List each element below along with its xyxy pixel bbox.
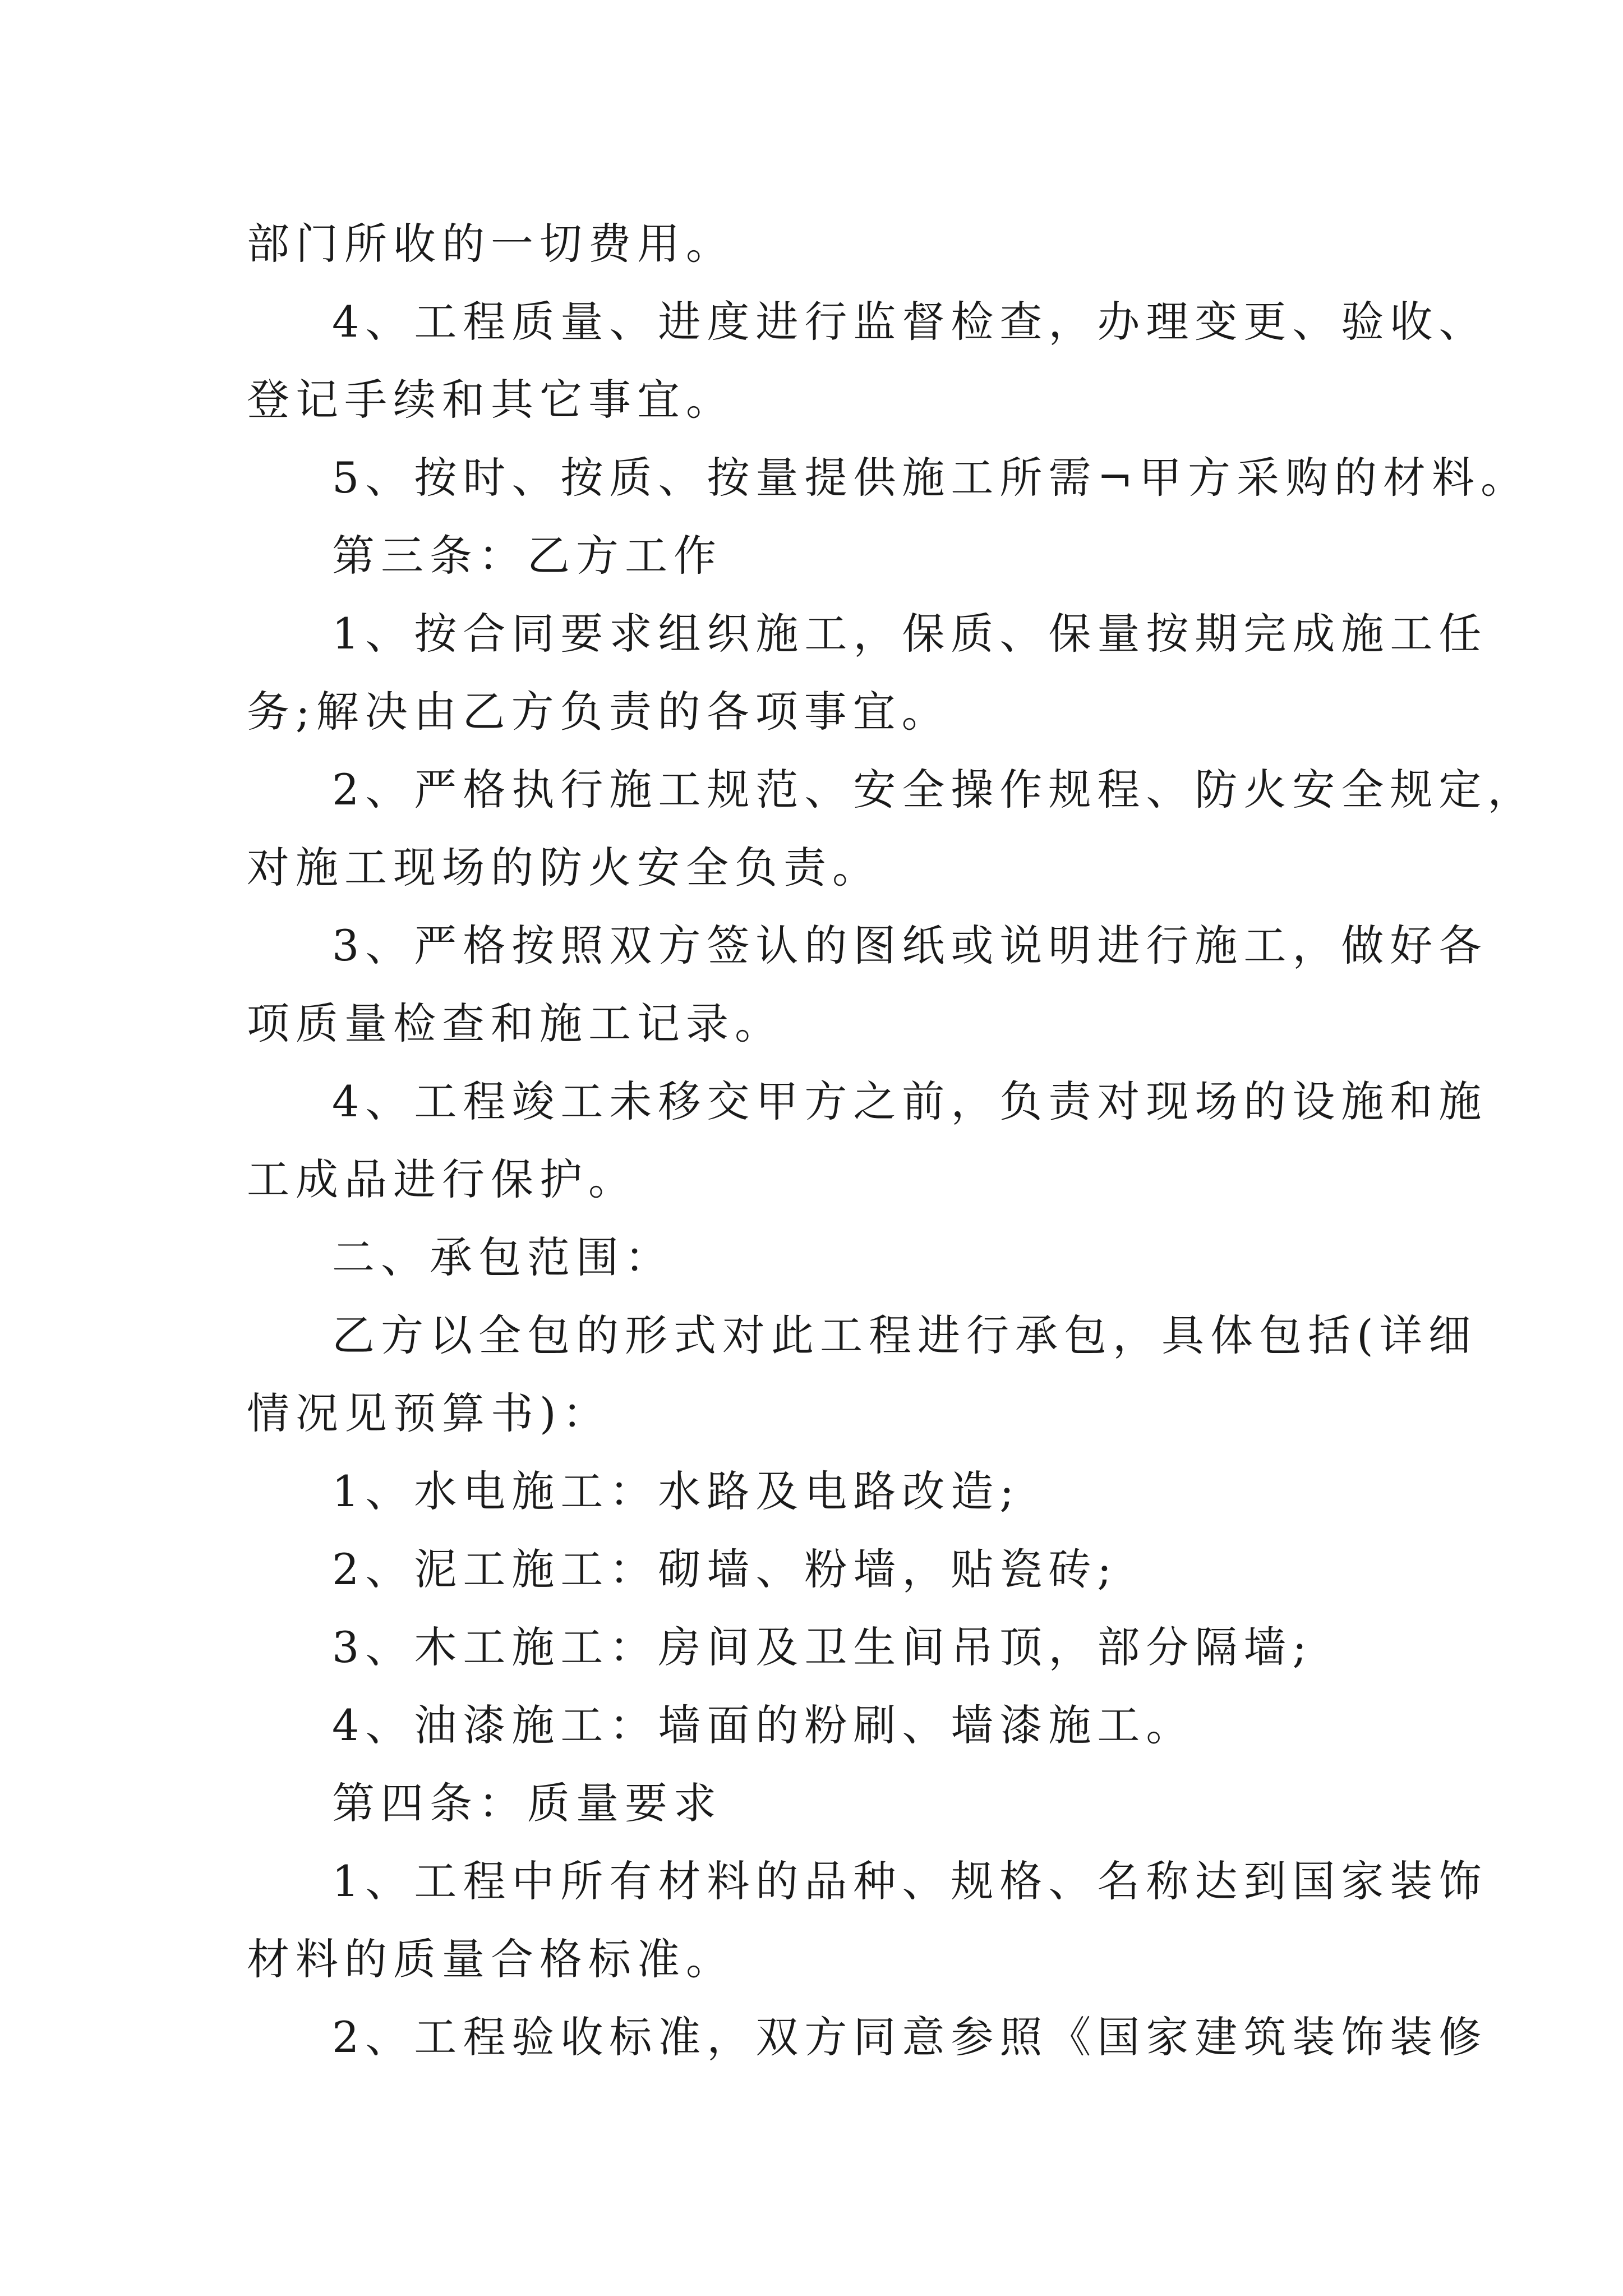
text-line: 3、木工施工：房间及卫生间吊顶，部分隔墙; [332, 1622, 1313, 1672]
text-line: 项质量检查和施工记录。 [247, 999, 783, 1048]
text-line: 情况见预算书)： [247, 1388, 611, 1438]
text-line: 乙方以全包的形式对此工程进行承包，具体包括(详细 [332, 1310, 1477, 1360]
document-body [247, 205, 1537, 2076]
text-line: 2、工程验收标准，双方同意参照《国家建筑装饰装修 [332, 2012, 1488, 2062]
text-line: 材料的质量合格标准。 [247, 1934, 735, 1984]
text-line: 务;解决由乙方负责的各项事宜。 [247, 687, 951, 737]
text-line: 工成品进行保护。 [247, 1154, 637, 1204]
text-line: 4、工程质量、进度进行监督检查，办理变更、验收、 [332, 297, 1488, 347]
section-heading: 二、承包范围： [332, 1232, 674, 1282]
section-heading: 第四条：质量要求 [332, 1778, 722, 1828]
text-line: 部门所收的一切费用。 [247, 219, 735, 269]
text-line: 2、泥工施工：砌墙、粉墙，贴瓷砖; [332, 1544, 1118, 1594]
text-line: 3、严格按照双方签认的图纸或说明进行施工，做好各 [332, 921, 1488, 970]
text-line: 1、水电施工：水路及电路改造; [332, 1466, 1020, 1516]
text-line: 4、油漆施工：墙面的粉刷、墙漆施工。 [332, 1700, 1195, 1750]
text-line: 对施工现场的防火安全负责。 [247, 843, 881, 892]
section-heading: 第三条：乙方工作 [332, 531, 722, 581]
text-line: 登记手续和其它事宜。 [247, 375, 735, 425]
text-line: 1、按合同要求组织施工，保质、保量按期完成施工任 [332, 609, 1488, 659]
text-line: 5、按时、按质、按量提供施工所需¬甲方采购的材料。 [332, 453, 1530, 503]
text-line: 4、工程竣工未移交甲方之前，负责对现场的设施和施 [332, 1076, 1488, 1126]
text-line: 2、严格执行施工规范、安全操作规程、防火安全规定， [332, 765, 1537, 815]
text-line: 1、工程中所有材料的品种、规格、名称达到国家装饰 [332, 1856, 1488, 1906]
